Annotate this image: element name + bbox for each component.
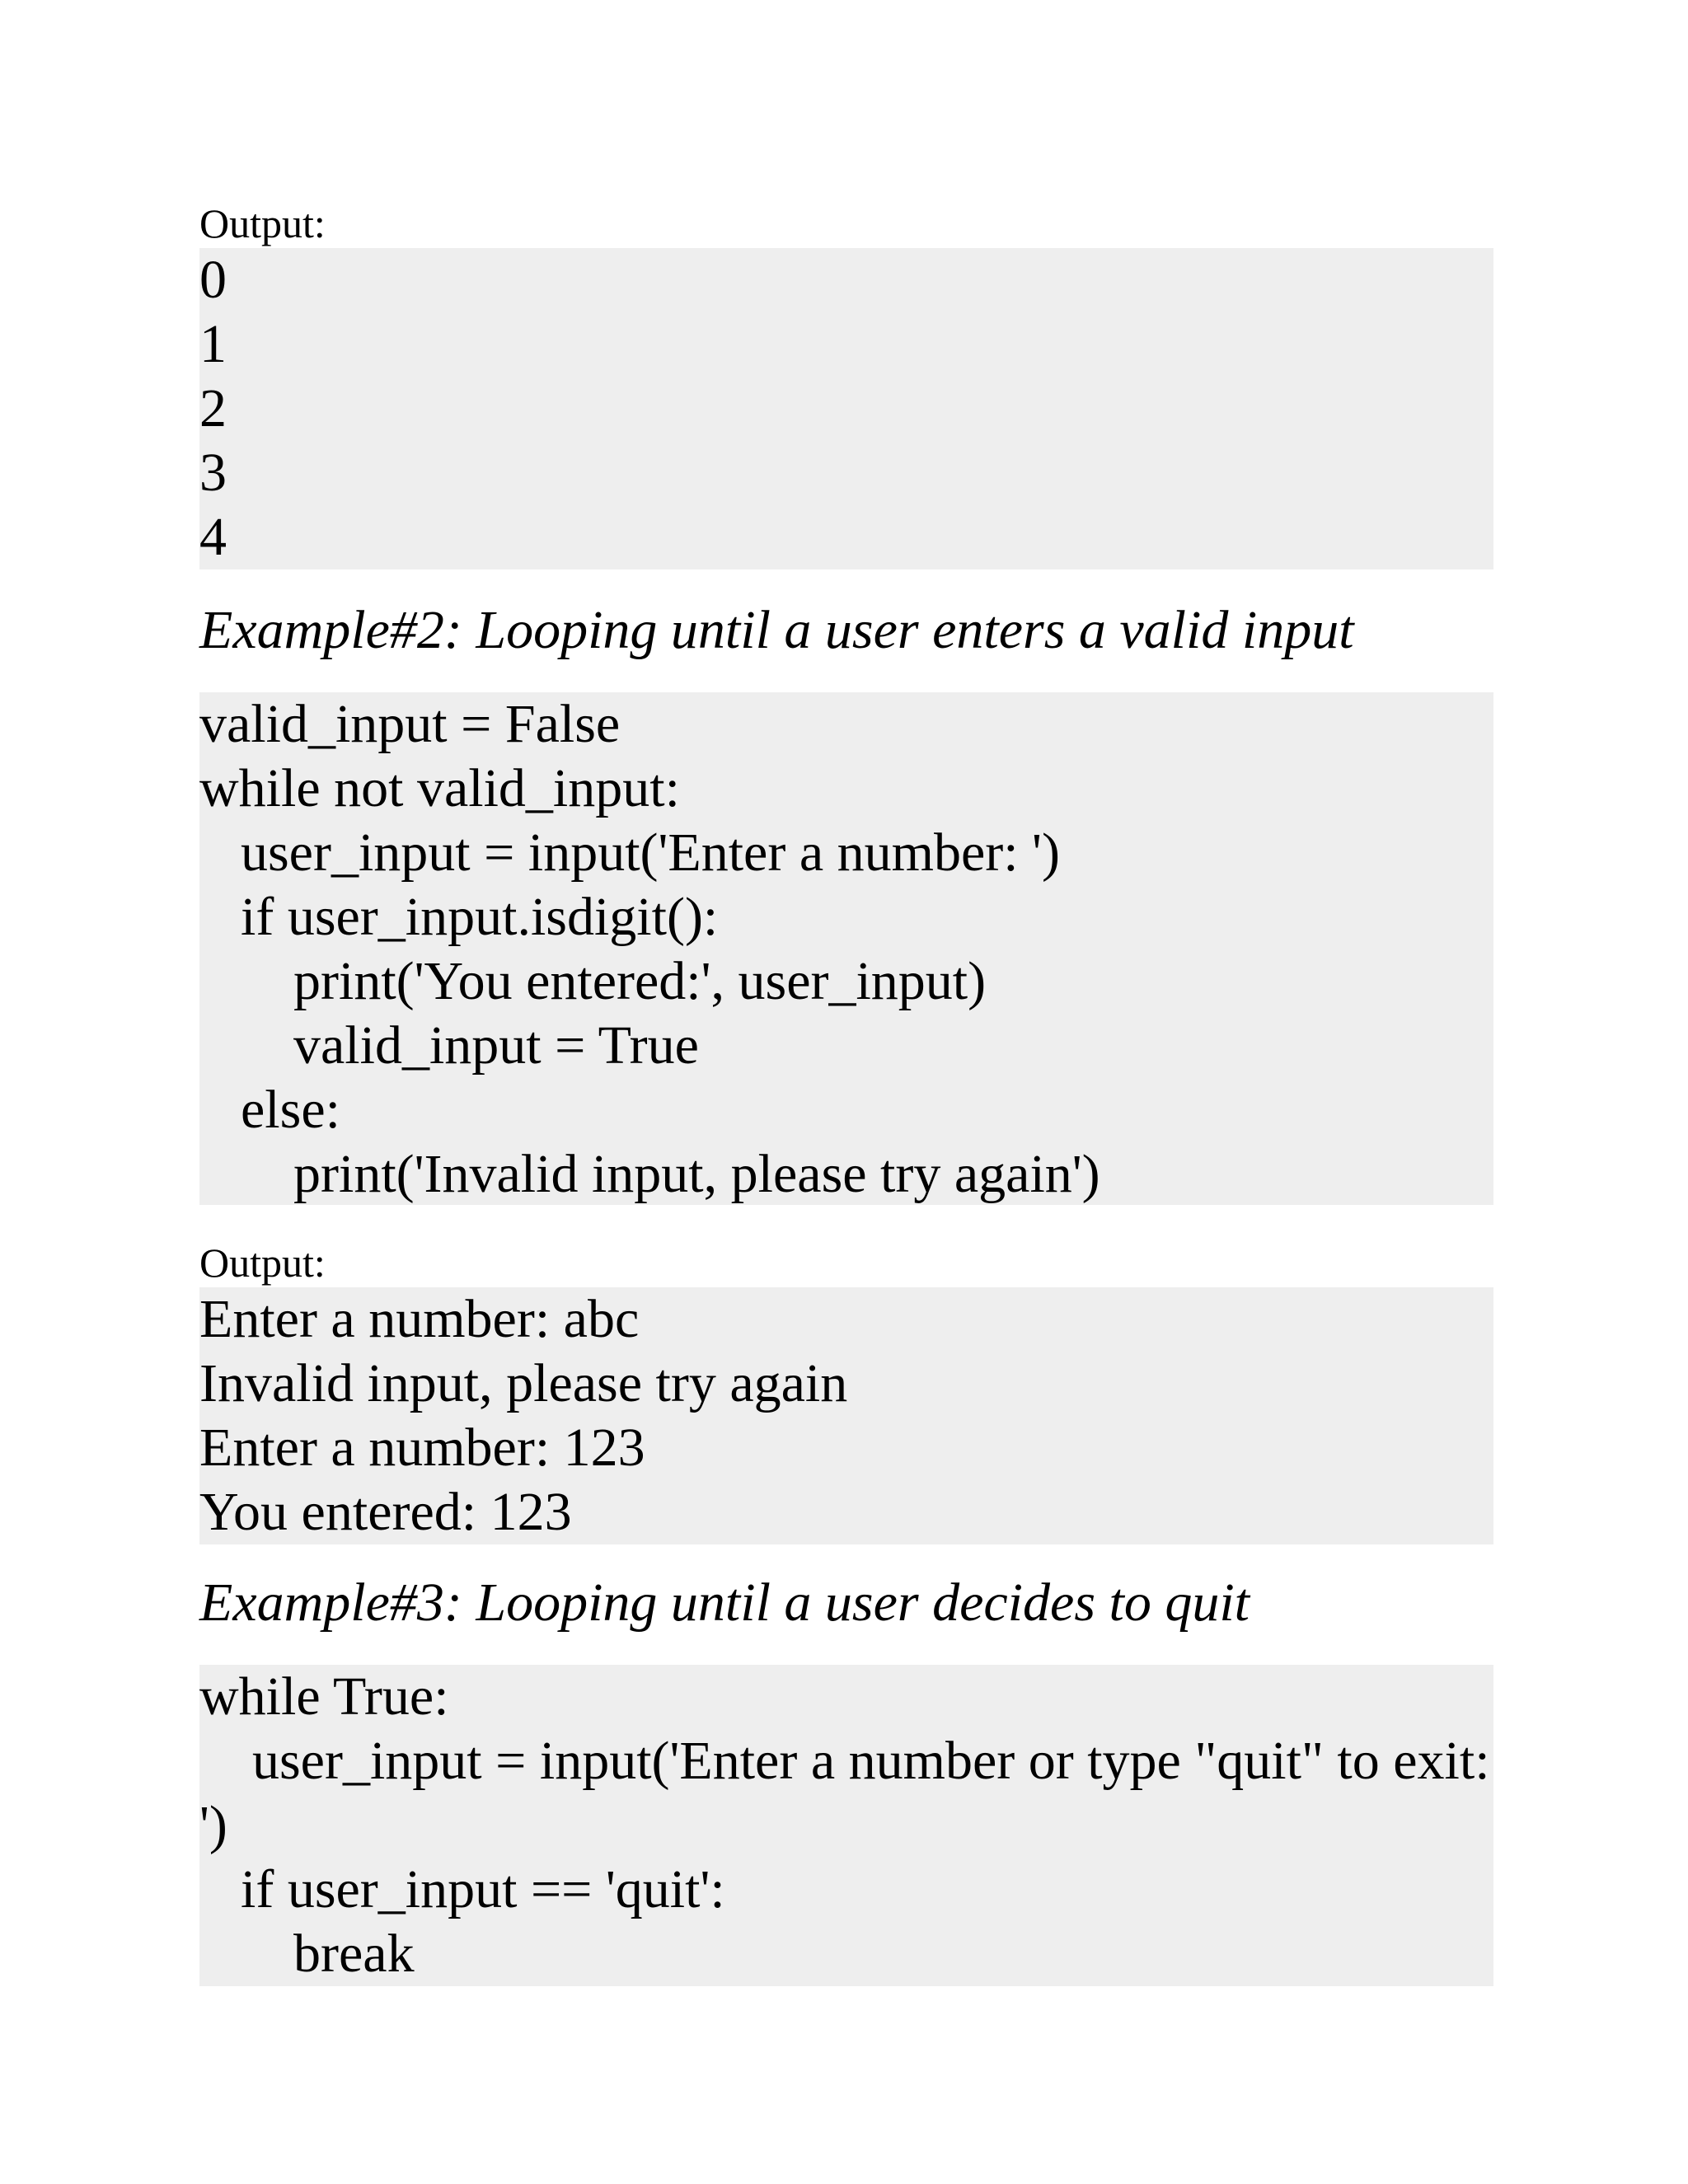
code-line: while True:: [199, 1666, 449, 1727]
output-label: Output:: [199, 1240, 326, 1286]
output-line: You entered: 123: [199, 1482, 572, 1542]
code-block: [199, 692, 1493, 1205]
code-line: user_input = input('Enter a number or type "quit" to exit:: [252, 1731, 1490, 1791]
output-line: 4: [199, 507, 227, 567]
code-line: break: [293, 1924, 415, 1984]
code-line: user_input = input('Enter a number: '): [241, 823, 1060, 883]
output-line: 1: [199, 314, 227, 374]
example-heading: Example#3: Looping until a user decides to quit: [199, 1572, 1250, 1633]
code-line: else:: [241, 1080, 340, 1140]
output-line: 0: [199, 250, 227, 310]
code-line: print('You entered:', user_input): [293, 951, 987, 1011]
code-line: valid_input = False: [199, 694, 621, 754]
output-line: Enter a number: 123: [199, 1418, 645, 1478]
code-line: '): [199, 1795, 227, 1855]
code-line: if user_input.isdigit():: [241, 887, 719, 947]
example-heading: Example#2: Looping until a user enters a valid input: [199, 600, 1354, 660]
output-line: Enter a number: abc: [199, 1289, 640, 1349]
code-line: if user_input == 'quit':: [241, 1859, 725, 1919]
output-line: 2: [199, 378, 227, 438]
output-block: [199, 248, 1493, 569]
code-line: print('Invalid input, please try again'): [293, 1144, 1100, 1204]
code-line: while not valid_input:: [199, 758, 680, 818]
code-line: valid_input = True: [293, 1015, 699, 1076]
output-label: Output:: [199, 200, 326, 246]
output-line: Invalid input, please try again: [199, 1353, 848, 1413]
output-block: [199, 1287, 1493, 1544]
output-line: 3: [199, 443, 227, 503]
code-block: [199, 1665, 1493, 1986]
